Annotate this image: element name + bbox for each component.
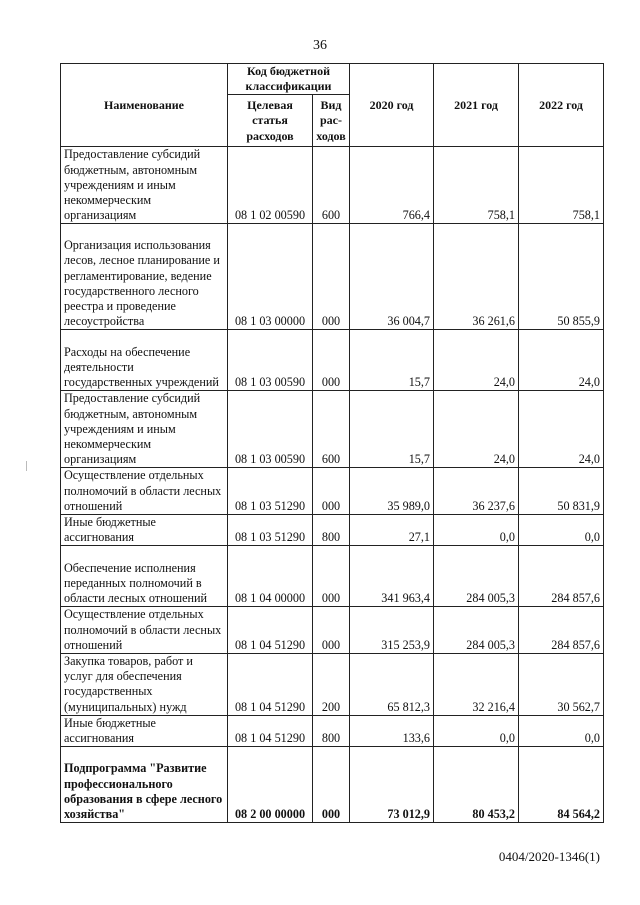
table-row (61, 654, 604, 716)
row-value-2021: 284 005,3 (434, 607, 519, 654)
row-expense-kind: 200 (313, 654, 350, 716)
row-value-2022: 30 562,7 (519, 654, 604, 716)
row-name: Иные бюджетные ассигнования (61, 715, 228, 746)
table-row (61, 224, 604, 330)
table-row (61, 330, 604, 391)
table-row (61, 391, 604, 468)
row-value-2022: 84 564,2 (519, 747, 604, 823)
row-value-2021: 758,1 (434, 147, 519, 224)
row-name: Осуществление отдельных полномочий в области лесных отношений (61, 607, 228, 654)
row-value-2021: 24,0 (434, 330, 519, 391)
row-target-code: 08 1 04 51290 (228, 607, 313, 654)
row-target-code: 08 1 03 00000 (228, 224, 313, 330)
row-name: Расходы на обеспечение деятельности государственных учреждений (61, 330, 228, 391)
row-expense-kind: 800 (313, 715, 350, 746)
row-value-2022: 50 855,9 (519, 224, 604, 330)
table-row (61, 715, 604, 746)
row-value-2022: 50 831,9 (519, 468, 604, 515)
table-row (61, 546, 604, 607)
row-value-2020: 65 812,3 (350, 654, 434, 716)
row-value-2022: 284 857,6 (519, 607, 604, 654)
row-target-code: 08 1 03 00590 (228, 330, 313, 391)
row-value-2021: 0,0 (434, 715, 519, 746)
header-2022: 2022 год (519, 64, 604, 147)
row-name: Иные бюджетные ассигнования (61, 515, 228, 546)
table-row (61, 515, 604, 546)
row-expense-kind: 000 (313, 330, 350, 391)
row-target-code: 08 1 04 00000 (228, 546, 313, 607)
row-value-2020: 133,6 (350, 715, 434, 746)
row-name: Подпрограмма "Развитие профессионального образования в сфере лесного хозяйства" (61, 747, 228, 823)
row-value-2020: 15,7 (350, 330, 434, 391)
header-2021: 2021 год (434, 64, 519, 147)
margin-mark (26, 461, 27, 471)
row-name: Предоставление субсидий бюджетным, автономным учреждениям и иным некоммерческим организациям (61, 391, 228, 468)
row-value-2020: 36 004,7 (350, 224, 434, 330)
row-expense-kind: 000 (313, 224, 350, 330)
row-expense-kind: 000 (313, 607, 350, 654)
row-value-2021: 36 237,6 (434, 468, 519, 515)
row-value-2021: 36 261,6 (434, 224, 519, 330)
page-number: 36 (313, 38, 327, 53)
row-target-code: 08 1 03 51290 (228, 468, 313, 515)
row-name: Обеспечение исполнения переданных полномочий в области лесных отношений (61, 546, 228, 607)
row-value-2020: 73 012,9 (350, 747, 434, 823)
row-value-2020: 766,4 (350, 147, 434, 224)
row-value-2022: 0,0 (519, 715, 604, 746)
table-row (61, 747, 604, 823)
row-name: Предоставление субсидий бюджетным, автономным учреждениям и иным некоммерческим организациям (61, 147, 228, 224)
row-value-2020: 15,7 (350, 391, 434, 468)
row-target-code: 08 1 03 00590 (228, 391, 313, 468)
row-target-code: 08 1 04 51290 (228, 715, 313, 746)
row-expense-kind: 800 (313, 515, 350, 546)
table-row (61, 468, 604, 515)
row-expense-kind: 600 (313, 391, 350, 468)
row-expense-kind: 600 (313, 147, 350, 224)
header-kbk: Код бюджетной классификации (228, 64, 350, 95)
row-value-2020: 341 963,4 (350, 546, 434, 607)
row-expense-kind: 000 (313, 747, 350, 823)
row-expense-kind: 000 (313, 468, 350, 515)
row-expense-kind: 000 (313, 546, 350, 607)
table-body (61, 147, 604, 823)
row-value-2021: 0,0 (434, 515, 519, 546)
row-value-2022: 24,0 (519, 391, 604, 468)
row-name: Осуществление отдельных полномочий в области лесных отношений (61, 468, 228, 515)
row-value-2021: 80 453,2 (434, 747, 519, 823)
header-kind: Вид рас-ходов (313, 95, 350, 147)
row-target-code: 08 1 03 51290 (228, 515, 313, 546)
header-name: Наименование (61, 64, 228, 147)
row-value-2022: 24,0 (519, 330, 604, 391)
row-value-2022: 0,0 (519, 515, 604, 546)
row-value-2022: 758,1 (519, 147, 604, 224)
row-target-code: 08 1 04 51290 (228, 654, 313, 716)
row-target-code: 08 2 00 00000 (228, 747, 313, 823)
row-value-2021: 284 005,3 (434, 546, 519, 607)
row-value-2020: 27,1 (350, 515, 434, 546)
row-value-2021: 32 216,4 (434, 654, 519, 716)
row-value-2020: 35 989,0 (350, 468, 434, 515)
row-name: Организация использования лесов, лесное планирование и регламентирование, ведение государственного лесного реестра и проведение лесоустройства (61, 224, 228, 330)
table-row (61, 607, 604, 654)
header-2020: 2020 год (350, 64, 434, 147)
header-target: Целевая статья расходов (228, 95, 313, 147)
row-value-2021: 24,0 (434, 391, 519, 468)
table-row (61, 147, 604, 224)
row-value-2020: 315 253,9 (350, 607, 434, 654)
document-code: 0404/2020-1346(1) (498, 849, 600, 864)
row-value-2022: 284 857,6 (519, 546, 604, 607)
row-name: Закупка товаров, работ и услуг для обеспечения государственных (муниципальных) нужд (61, 654, 228, 716)
row-target-code: 08 1 02 00590 (228, 147, 313, 224)
budget-table (60, 63, 604, 823)
